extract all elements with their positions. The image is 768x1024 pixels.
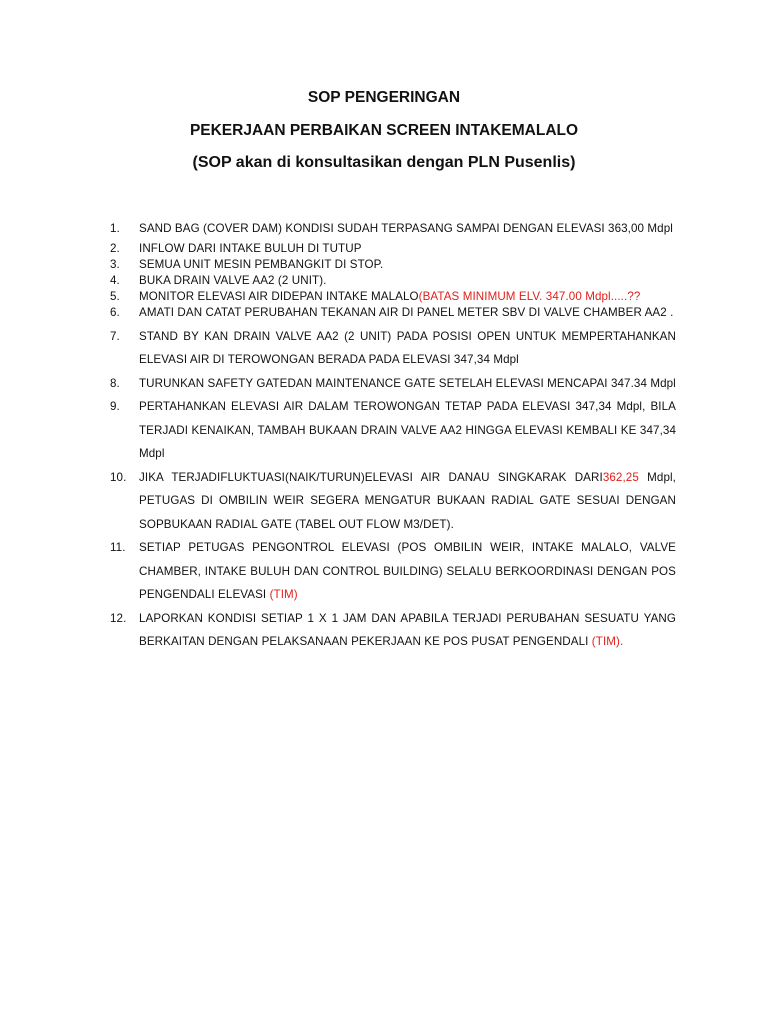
sop-steps-list xyxy=(110,217,676,654)
list-item: 9. PERTAHANKAN ELEVASI AIR DALAM TEROWONGAN TETAP PADA ELEVASI 347,34 Mdpl, BILA TERJADI KENAIKAN, TAMBAH BUKAAN DRAIN VALVE AA2 HINGGA ELEVASI KEMBALI KE 347,34 Mdpl xyxy=(110,400,676,460)
step-text: SAND BAG (COVER DAM) KONDISI SUDAH TERPASANG SAMPAI DENGAN ELEVASI 363,00 Mdpl xyxy=(139,222,673,235)
document-title: SOP PENGERINGAN xyxy=(307,89,461,106)
step-text: STAND BY KAN DRAIN VALVE AA2 (2 UNIT) PADA POSISI OPEN UNTUK MEMPERTAHANKAN ELEVASI AIR DI TEROWONGAN BERADA PADA ELEVASI 347,34 Mdpl xyxy=(139,329,676,366)
step-text: INFLOW DARI INTAKE BULUH DI TUTUP xyxy=(139,241,362,255)
step-highlight: (TIM). xyxy=(591,635,624,648)
step-text: BUKA DRAIN VALVE AA2 (2 UNIT). xyxy=(139,273,327,287)
document-note: (SOP akan di konsultasikan dengan PLN Pusenlis) xyxy=(192,154,576,171)
step-text: Mdpl, PETUGAS DI OMBILIN WEIR SEGERA MENGATUR BUKAAN RADIAL GATE SESUAI DENGAN SOPBUKAAN RADIAL GATE (TABEL OUT FLOW M3/DET). xyxy=(139,470,677,531)
step-text: LAPORKAN KONDISI SETIAP 1 X 1 JAM DAN APABILA TERJADI PERUBAHAN SESUATU YANG BERKAITAN DENGAN PELAKSANAAN PEKERJAAN KE POS PUSAT PENGENDALI xyxy=(139,611,676,648)
list-item: 7. STAND BY KAN DRAIN VALVE AA2 (2 UNIT) PADA POSISI OPEN UNTUK MEMPERTAHANKAN ELEVASI AIR DI TEROWONGAN BERADA PADA ELEVASI 347,34 Mdpl xyxy=(110,329,676,366)
list-item: 3. SEMUA UNIT MESIN PEMBANGKIT DI STOP. xyxy=(110,257,384,271)
list-item: 8. TURUNKAN SAFETY GATEDAN MAINTENANCE GATE SETELAH ELEVASI MENCAPAI 347.34 Mdpl xyxy=(110,376,676,390)
list-item: 6. AMATI DAN CATAT PERUBAHAN TEKANAN AIR DI PANEL METER SBV DI VALVE CHAMBER AA2 . xyxy=(110,305,674,319)
list-item: 1. SAND BAG (COVER DAM) KONDISI SUDAH TERPASANG SAMPAI DENGAN ELEVASI 363,00 Mdpl xyxy=(110,222,673,235)
list-item: 2. INFLOW DARI INTAKE BULUH DI TUTUP xyxy=(110,241,362,255)
step-text: AMATI DAN CATAT PERUBAHAN TEKANAN AIR DI PANEL METER SBV DI VALVE CHAMBER AA2 . xyxy=(139,305,674,319)
list-item: 12. LAPORKAN KONDISI SETIAP 1 X 1 JAM DAN APABILA TERJADI PERUBAHAN SESUATU YANG BERKAITAN DENGAN PELAKSANAAN PEKERJAAN KE POS PUSAT PENGENDALI (TIM). xyxy=(110,611,676,648)
step-text: SETIAP PETUGAS PENGONTROL ELEVASI (POS OMBILIN WEIR, INTAKE MALALO, VALVE CHAMBER, INTAKE BULUH DAN CONTROL BUILDING) SELALU BERKOORDINASI DENGAN POS PENGENDALI ELEVASI xyxy=(139,541,676,601)
list-item: 5. MONITOR ELEVASI AIR DIDEPAN INTAKE MALALO(BATAS MINIMUM ELV. 347.00 Mdpl.....?? xyxy=(110,289,641,303)
list-item: 11. SETIAP PETUGAS PENGONTROL ELEVASI (POS OMBILIN WEIR, INTAKE MALALO, VALVE CHAMBER, INTAKE BULUH DAN CONTROL BUILDING) SELALU BERKOORDINASI DENGAN POS PENGENDALI ELEVASI (TIM) xyxy=(110,541,676,601)
step-highlight: (TIM) xyxy=(269,588,298,601)
step-text: MONITOR ELEVASI AIR DIDEPAN INTAKE MALALO xyxy=(139,289,419,303)
step-text: JIKA TERJADIFLUKTUASI(NAIK/TURUN)ELEVASI AIR DANAU SINGKARAK DARI xyxy=(139,470,603,484)
step-highlight: (BATAS MINIMUM ELV. 347.00 Mdpl.....?? xyxy=(418,289,641,303)
document-subtitle: PEKERJAAN PERBAIKAN SCREEN INTAKEMALALO xyxy=(189,122,579,139)
step-highlight: 362,25 xyxy=(602,470,639,484)
step-text: TURUNKAN SAFETY GATEDAN MAINTENANCE GATE SETELAH ELEVASI MENCAPAI 347.34 Mdpl xyxy=(139,376,676,390)
list-item: 4. BUKA DRAIN VALVE AA2 (2 UNIT). xyxy=(110,273,327,287)
step-text: SEMUA UNIT MESIN PEMBANGKIT DI STOP. xyxy=(139,257,384,271)
step-text: PERTAHANKAN ELEVASI AIR DALAM TEROWONGAN TETAP PADA ELEVASI 347,34 Mdpl, BILA TERJADI KENAIKAN, TAMBAH BUKAAN DRAIN VALVE AA2 HINGGA ELEVASI KEMBALI KE 347,34 Mdpl xyxy=(139,400,676,460)
list-item: 10. JIKA TERJADIFLUKTUASI(NAIK/TURUN)ELEVASI AIR DANAU SINGKARAK DARI362,25 Mdpl, PETUGAS DI OMBILIN WEIR SEGERA MENGATUR BUKAAN RADIAL GATE SESUAI DENGAN SOPBUKAAN RADIAL GATE (TABEL OUT FLOW M3/DET). xyxy=(110,470,677,531)
